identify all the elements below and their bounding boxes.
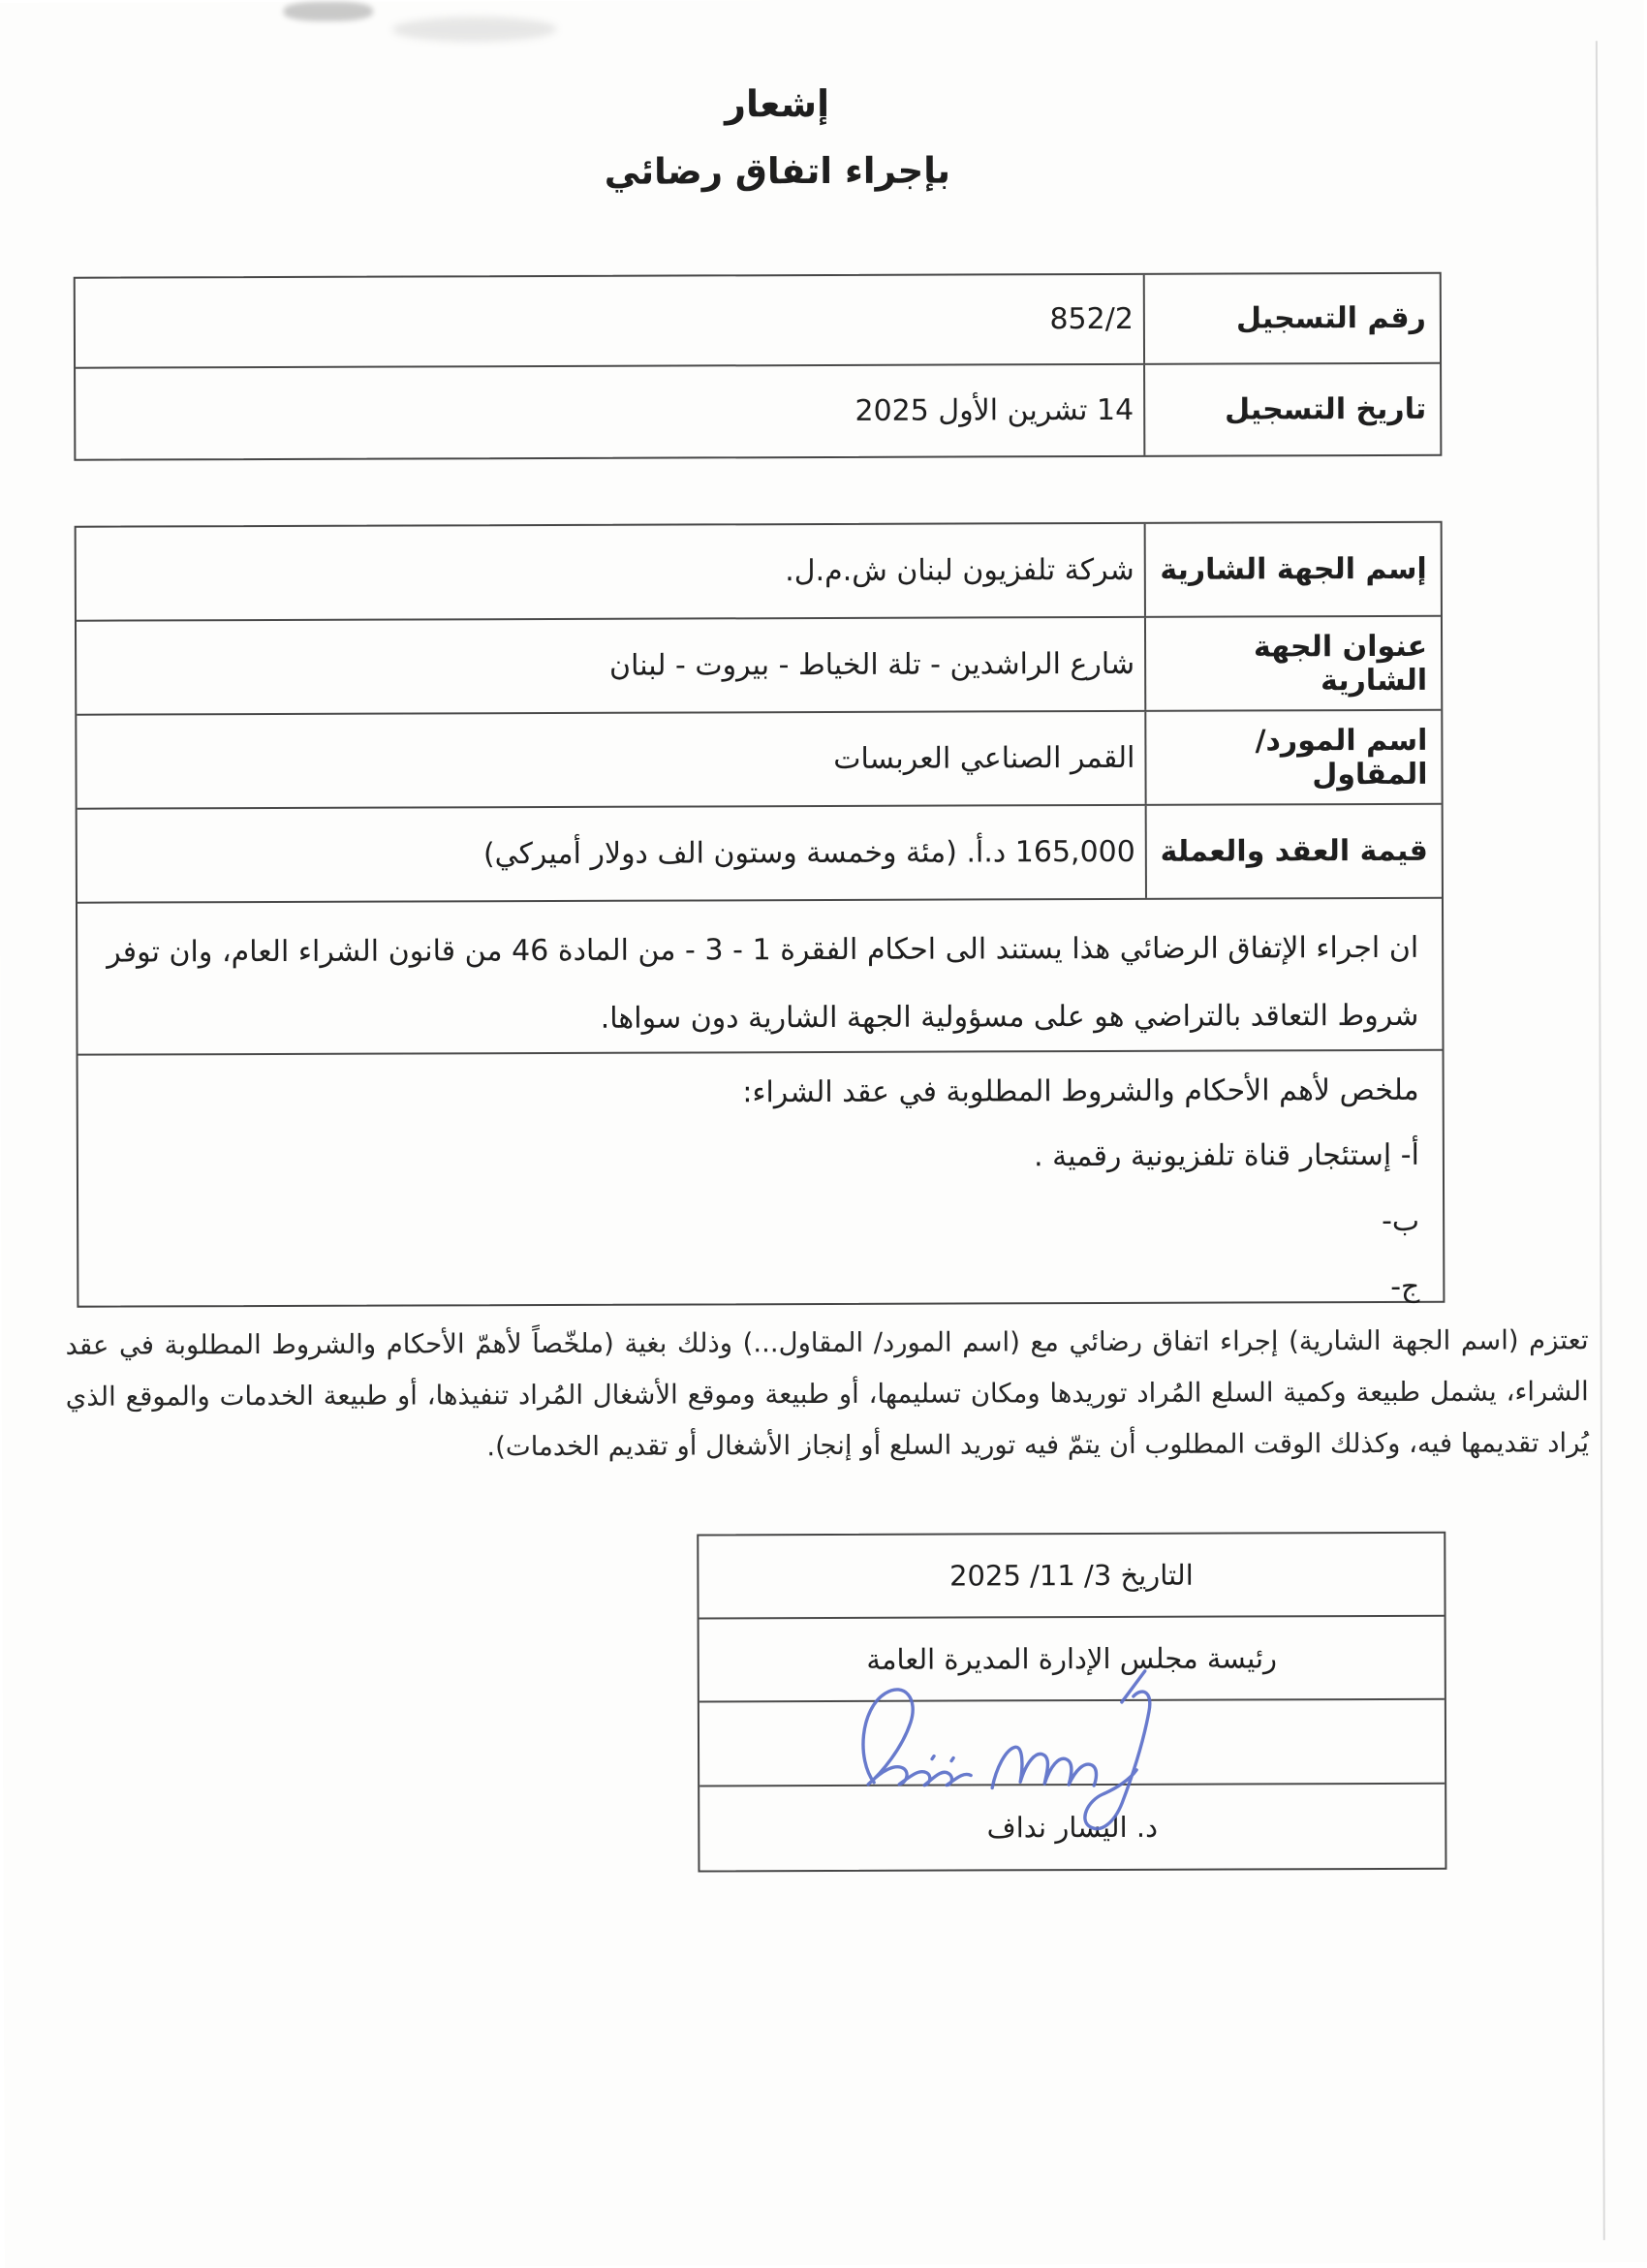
scan-edge-line-artifact <box>1596 41 1605 2240</box>
signature-area-blank <box>699 1741 1445 1744</box>
scan-smudge-artifact <box>392 16 557 43</box>
scan-smudge-artifact <box>284 2 373 21</box>
table-row <box>77 711 1441 810</box>
registration-date-label: تاريخ التسجيل <box>1143 364 1440 455</box>
purchasing-entity-address-value: شارع الراشدين - تلة الخياط - بيروت - لبنان <box>608 646 1135 683</box>
terms-summary-heading: ملخص لأهم الأحكام والشروط المطلوبة في عقد الشراء: <box>742 1072 1419 1110</box>
registration-table <box>74 272 1443 461</box>
purchasing-entity-address-label: عنوان الجهة الشارية <box>1144 617 1441 710</box>
contract-value-currency-label: قيمة العقد والعملة <box>1145 805 1442 898</box>
table-row <box>78 805 1442 904</box>
supplier-contractor-name-label: اسم المورد/المقاول <box>1144 711 1441 804</box>
signature-area <box>699 1700 1445 1787</box>
signature-block <box>697 1532 1446 1873</box>
signatory-name: د. اليسار نداف <box>986 1810 1159 1845</box>
contract-value-currency-value: 165,000 د.أ. (مئة وخمسة وستون الف دولار أميركي) <box>482 834 1135 872</box>
table-row <box>699 1534 1444 1620</box>
registration-number-value: 852/2 <box>1049 301 1134 337</box>
table-row <box>699 1785 1445 1871</box>
table-row <box>699 1617 1445 1703</box>
purchasing-entity-name-label: إسم الجهة الشارية <box>1144 523 1441 616</box>
terms-summary-item-b: ب- <box>1381 1203 1420 1238</box>
document-title: إشعار <box>725 81 830 126</box>
registration-number-label: رقم التسجيل <box>1143 274 1440 363</box>
table-row <box>77 617 1441 716</box>
table-row <box>76 364 1440 459</box>
document-header <box>0 78 1557 197</box>
registration-date-value: 14 تشرين الأول 2025 <box>855 392 1134 428</box>
explanatory-footnote: تعتزم (اسم الجهة الشارية) إجراء اتفاق رضائي مع (اسم المورد/ المقاول...) وذلك بغية (ملخّصاً لأهمّ الأحكام والشروط المطلوبة في عقد الشراء، يشمل طبيعة وكمية السلع المُراد توريدها ومكان تسليمها، أو طبيعة وموقع الأشغال المُراد تنفيذها، أو طبيعة الخدمات والموقع الذي يُراد تقديمها فيه، وكذلك الوقت المطلوب أن يتمّ فيه توريد السلع أو إنجاز الأشغال أو تقديم الخدمات). <box>65 1324 1589 1463</box>
table-row <box>76 274 1440 369</box>
signature-date: التاريخ 3/ 11/ 2025 <box>949 1558 1194 1593</box>
signatory-role: رئيسة مجلس الإدارة المديرة العامة <box>866 1641 1278 1676</box>
terms-summary-item-c: ج- <box>1390 1269 1420 1304</box>
table-row <box>77 523 1441 622</box>
legal-basis-note: ان اجراء الإتفاق الرضائي هذا يستند الى احكام الفقرة 1 - 3 - من المادة 46 من قانون الشراء العام، وان توفر شروط التعاقد بالتراضي هو على مسؤولية الجهة الشارية دون سواها. <box>78 899 1443 1056</box>
supplier-contractor-name-value: القمر الصناعي العربسات <box>833 740 1135 776</box>
document-subtitle: بإجراء اتفاق رضائي <box>604 149 951 193</box>
purchasing-entity-name-value: شركة تلفزيون لبنان ش.م.ل. <box>785 552 1134 589</box>
terms-summary-section <box>78 1051 1444 1306</box>
terms-summary-item-a: أ- إستئجار قناة تلفزيونية رقمية . <box>1033 1137 1419 1174</box>
agreement-details-table <box>75 521 1445 1308</box>
